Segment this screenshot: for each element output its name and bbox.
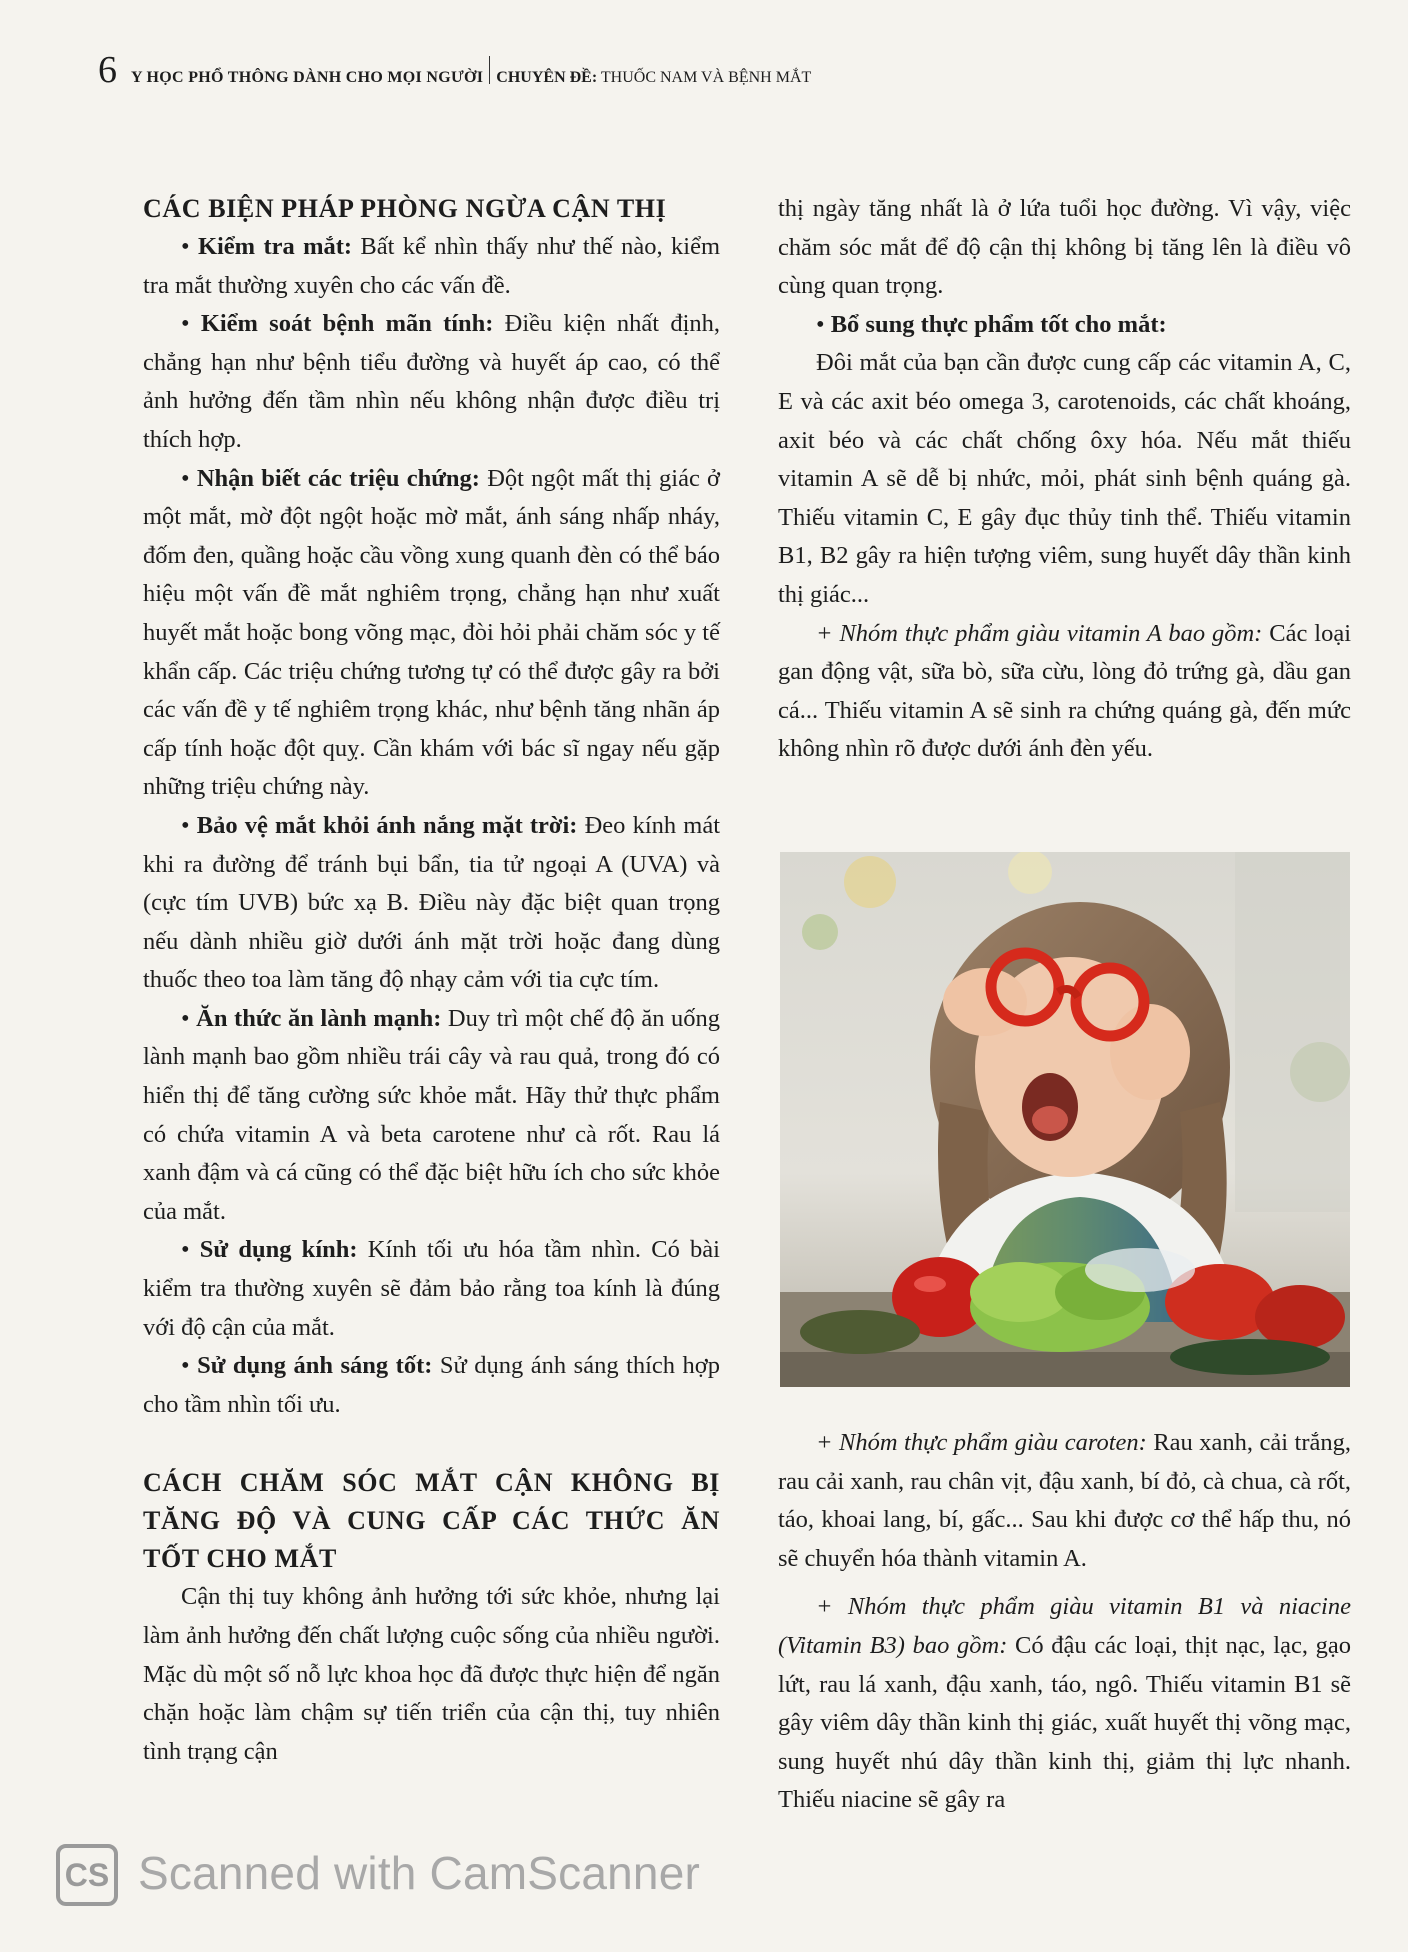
camscanner-logo: CS [56, 1844, 118, 1906]
caroten-title: + Nhóm thực phẩm giàu caroten: [816, 1429, 1147, 1456]
bullet-text: Đeo kính mát khi ra đường để tránh bụi bẩn, tia tử ngoại A (UVA) và (cực tím UVB) bức xạ B. Điều này đặc biệt quan trọng nếu dành nhiều giờ dưới ánh mặt trời hoặc đang dùng thuốc theo toa làm tăng độ nhạy cảm với tia cực tím. [143, 811, 721, 994]
publication-title: Y HỌC PHỔ THÔNG DÀNH CHO MỌI NGƯỜI [131, 69, 484, 86]
continuation-paragraph: thị ngày tăng nhất là ở lứa tuổi học đường. Vì vậy, việc chăm sóc mắt để độ cận thị không bị tăng lên là điều vô cùng quan trọng. [778, 195, 1351, 300]
bullet-chronic-disease: • Kiểm soát bệnh mãn tính: Điều kiện nhất định, chẳng hạn như bệnh tiểu đường và huyết áp cao, có thể ảnh hưởng đến tầm nhìn nếu không nhận được điều trị thích hợp. [143, 310, 721, 453]
left-column [143, 190, 720, 1771]
bullet-title: Kiểm soát bệnh mãn tính: [200, 310, 494, 338]
bullet-title: Bảo vệ mắt khỏi ánh nắng mặt trời: [196, 811, 578, 839]
topic-text: THUỐC NAM VÀ BỆNH MẮT [600, 69, 812, 86]
bullet-glasses: • Sử dụng kính: Kính tối ưu hóa tầm nhìn. Có bài kiểm tra thường xuyên sẽ đảm bảo rằng toa kính là đúng với độ cận của mắt. [143, 1236, 720, 1341]
caroten-text: Rau xanh, cải trắng, rau cải xanh, rau chân vịt, đậu xanh, bí đỏ, cà chua, cà rốt, táo, khoai lang, bí, gấc... Sau khi được cơ thể hấp thu, nó sẽ chuyển hóa thành vitamin A. [778, 1429, 1351, 1572]
bullet-title: Nhận biết các triệu chứng: [196, 464, 480, 492]
bullet-text: Duy trì một chế độ ăn uống lành mạnh bao gồm nhiều trái cây và rau quả, trong đó có hiển thị để tăng cường sức khỏe mắt. Hãy thử thực phẩm có chứa vitamin A và beta carotene như cà rốt. Rau lá xanh đậm và cá cũng có thể đặc biệt hữu ích cho sức khỏe của mắt. [143, 1004, 721, 1225]
vitamin-a-paragraph [778, 615, 1351, 769]
child-with-pepper-glasses-photo [780, 852, 1350, 1387]
bullet-title: Ăn thức ăn lành mạnh: [196, 1004, 442, 1032]
bullet-title: Kiểm tra mắt: [197, 233, 353, 260]
bullet-sun-protection: • Bảo vệ mắt khỏi ánh nắng mặt trời: Đeo kính mát khi ra đường để tránh bụi bẩn, tia tử ngoại A (UVA) và (cực tím UVB) bức xạ B. Điều này đặc biệt quan trọng nếu dành nhiều giờ dưới ánh mặt trời hoặc đang dùng thuốc theo toa làm tăng độ nhạy cảm với tia cực tím. [143, 811, 721, 994]
bullet-text: Kính tối ưu hóa tầm nhìn. Có bài kiểm tra thường xuyên sẽ đảm bảo rằng toa kính là đúng với độ cận của mắt. [143, 1236, 720, 1341]
right-column-bottom [778, 1424, 1351, 1820]
bullet-title: Sử dụng ánh sáng tốt: [197, 1352, 433, 1380]
right-column-top [778, 190, 1351, 769]
scanner-watermark: Scanned with CamScanner [138, 1847, 701, 1899]
caroten-paragraph [778, 1424, 1351, 1578]
food-intro-paragraph: Đôi mắt của bạn cần được cung cấp các vitamin A, C, E và các axit béo omega 3, carotenoids, các chất khoáng, axit béo và các chất chống ôxy hóa. Nếu mắt thiếu vitamin A sẽ dễ bị nhức, mỏi, phát sinh bệnh quáng gà. Thiếu vitamin C, E gây đục thủy tinh thể. Thiếu vitamin B1, B2 gây ra hiện tượng viêm, sung huyết dây thần kinh thị giác... [778, 349, 1351, 608]
section2-heading: CÁCH CHĂM SÓC MẮT CẬN KHÔNG BỊ TĂNG ĐỘ VÀ CUNG CẤP CÁC THỨC ĂN TỐT CHO MẮT [143, 1468, 720, 1574]
photo-illustration [780, 852, 1350, 1387]
page-number: 6 [98, 49, 117, 91]
bullet-title: Bổ sung thực phẩm tốt cho mắt: [830, 310, 1167, 338]
bullet-good-light: • Sử dụng ánh sáng tốt: Sử dụng ánh sáng thích hợp cho tầm nhìn tối ưu. [143, 1352, 721, 1418]
header-divider [489, 56, 490, 84]
topic-title [496, 69, 811, 87]
vitamin-b1-title: + Nhóm thực phẩm giàu vitamin B1 và niacine (Vitamin B3) bao gồm: [778, 1593, 1351, 1659]
vitamin-b1-text: Có đậu các loại, thịt nạc, lạc, gạo lứt, rau lá xanh, đậu xanh, táo, ngô. Thiếu vitamin B1 sẽ gây viêm dây thần kinh thị giác, xuất huyết thị võng mạc, sung huyết nhú dây thần kinh thị, giảm thị lực nhanh. Thiếu niacine sẽ gây ra [778, 1631, 1351, 1814]
topic-label: CHUYÊN ĐỀ: [496, 69, 598, 86]
bullet-food-for-eyes: • Bổ sung thực phẩm tốt cho mắt: [816, 310, 1167, 338]
section2-paragraph: Cận thị tuy không ảnh hưởng tới sức khỏe, nhưng lại làm ảnh hưởng đến chất lượng cuộc sống của nhiều người. Mặc dù một số nỗ lực khoa học đã được thực hiện để ngăn chặn hoặc làm chậm sự tiến triển của cận thị, tuy nhiên tình trạng cận [143, 1583, 720, 1765]
running-header [98, 48, 811, 92]
vitamin-a-text: Các loại gan động vật, sữa bò, sữa cừu, lòng đỏ trứng gà, dầu gan cá... Thiếu vitamin A sẽ sinh ra chứng quáng gà, đến mức không nhìn rõ được dưới ánh đèn yếu. [778, 619, 1351, 763]
vitamin-a-title: + Nhóm thực phẩm giàu vitamin A bao gồm: [816, 619, 1263, 647]
spacer [778, 1578, 1351, 1588]
bullet-healthy-food: • Ăn thức ăn lành mạnh: Duy trì một chế độ ăn uống lành mạnh bao gồm nhiều trái cây và rau quả, trong đó có hiển thị để tăng cường sức khỏe mắt. Hãy thử thực phẩm có chứa vitamin A và beta carotene như cà rốt. Rau lá xanh đậm và cá cũng có thể đặc biệt hữu ích cho sức khỏe của mắt. [143, 1004, 721, 1225]
bullet-text: Điều kiện nhất định, chẳng hạn như bệnh tiểu đường và huyết áp cao, có thể ảnh hưởng đến tầm nhìn nếu không nhận được điều trị thích hợp. [143, 310, 721, 453]
section1-heading: CÁC BIỆN PHÁP PHÒNG NGỪA CẬN THỊ [143, 194, 667, 223]
bullet-symptoms: • Nhận biết các triệu chứng: Đột ngột mất thị giác ở một mắt, mờ đột ngột hoặc mờ mắt, ánh sáng nhấp nháy, đốm đen, quầng hoặc cầu vồng xung quanh đèn có thể báo hiệu một vấn đề mắt nghiêm trọng, chẳng hạn như xuất huyết mắt hoặc bong võng mạc, đòi hỏi phải chăm sóc y tế khẩn cấp. Các triệu chứng tương tự có thể được gây ra bởi các vấn đề y tế nghiêm trọng khác, như bệnh tăng nhãn áp cấp tính hoặc đột quỵ. Cần khám với bác sĩ ngay nếu gặp những triệu chứng này. [143, 464, 721, 801]
bullet-eye-check: • Kiểm tra mắt: Bất kể nhìn thấy như thế nào, kiểm tra mắt thường xuyên cho các vấn đề. [143, 233, 720, 299]
vitamin-b1-paragraph [778, 1588, 1351, 1820]
bullet-text: Đột ngột mất thị giác ở một mắt, mờ đột ngột hoặc mờ mắt, ánh sáng nhấp nháy, đốm đen, quầng hoặc cầu vồng xung quanh đèn có thể báo hiệu một vấn đề mắt nghiêm trọng, chẳng hạn như xuất huyết mắt hoặc bong võng mạc, đòi hỏi phải chăm sóc y tế khẩn cấp. Các triệu chứng tương tự có thể được gây ra bởi các vấn đề y tế nghiêm trọng khác, như bệnh tăng nhãn áp cấp tính hoặc đột quỵ. Cần khám với bác sĩ ngay nếu gặp những triệu chứng này. [143, 464, 721, 801]
spacer [143, 1424, 720, 1464]
bullet-title: Sử dụng kính: [199, 1236, 358, 1264]
bullet-text: Sử dụng ánh sáng thích hợp cho tầm nhìn tối ưu. [143, 1352, 721, 1418]
bullet-text: Bất kể nhìn thấy như thế nào, kiểm tra mắt thường xuyên cho các vấn đề. [143, 233, 720, 299]
